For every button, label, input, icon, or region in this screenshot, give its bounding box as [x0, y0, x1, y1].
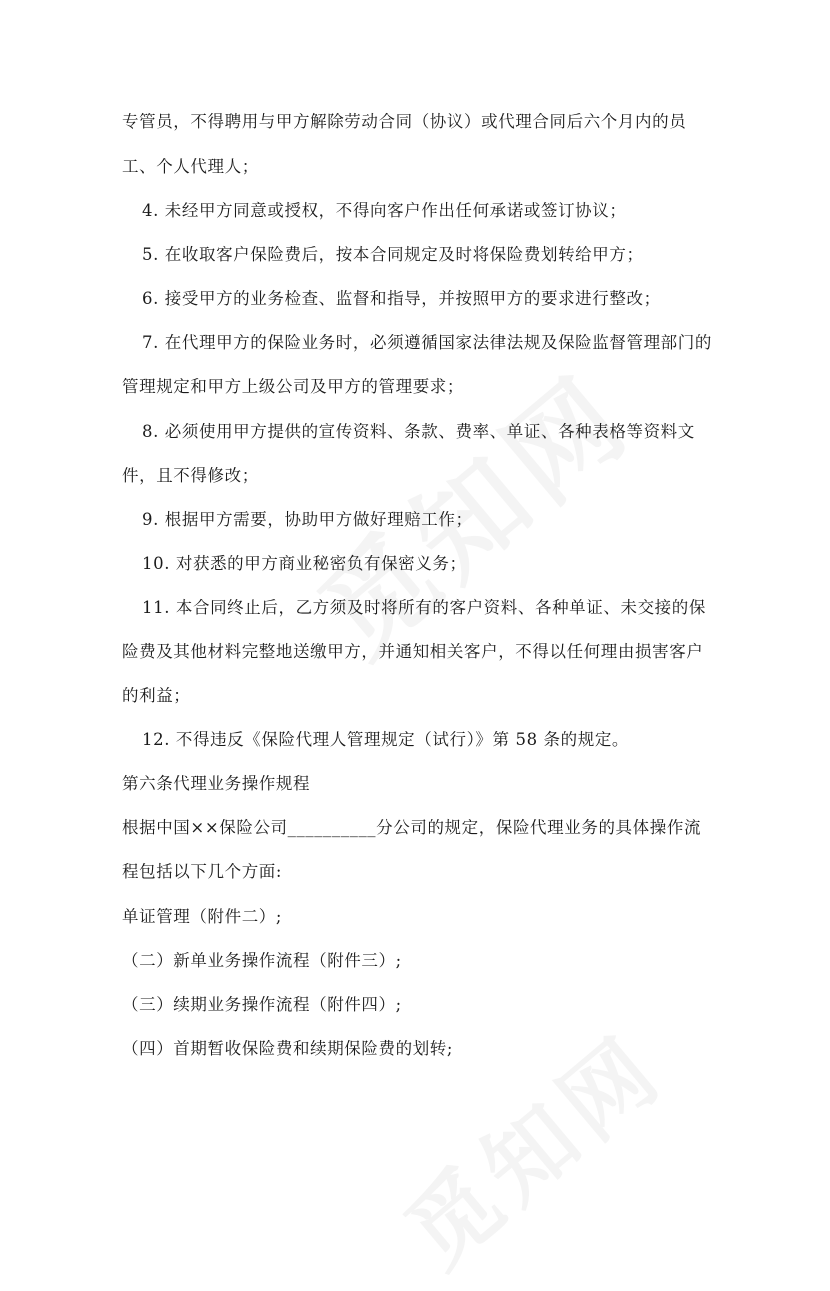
list-item-6: 6. 接受甲方的业务检查、监督和指导，并按照甲方的要求进行整改；	[142, 289, 661, 308]
sub-item: （三）续期业务操作流程（附件四）;	[122, 995, 402, 1014]
list-item-11: 11. 本合同终止后，乙方须及时将所有的客户资料、各种单证、未交接的保	[142, 598, 706, 617]
list-item-9: 9. 根据甲方需要，协助甲方做好理赔工作；	[142, 510, 473, 529]
list-item-4: 4. 未经甲方同意或授权，不得向客户作出任何承诺或签订协议；	[142, 201, 627, 220]
paragraph-line: 专管员，不得聘用与甲方解除劳动合同（协议）或代理合同后六个月内的员	[122, 112, 687, 131]
list-item-5: 5. 在收取客户保险费后，按本合同规定及时将保险费划转给甲方；	[142, 245, 644, 264]
paragraph-line: 险费及其他材料完整地送缴甲方，并通知相关客户，不得以任何理由损害客户	[122, 642, 704, 661]
sub-item: （二）新单业务操作流程（附件三）;	[122, 951, 402, 970]
paragraph-line: 件，且不得修改；	[122, 466, 259, 485]
section-heading: 第六条代理业务操作规程	[122, 774, 311, 793]
paragraph-line: 工、个人代理人；	[122, 157, 259, 176]
paragraph-line: 根据中国××保险公司__________分公司的规定，保险代理业务的具体操作流	[122, 818, 702, 837]
paragraph-line: 管理规定和甲方上级公司及甲方的管理要求；	[122, 377, 464, 396]
list-item-10: 10. 对获悉的甲方商业秘密负有保密义务；	[142, 554, 467, 573]
sub-item: 单证管理（附件二）;	[122, 907, 283, 926]
list-item-7: 7. 在代理甲方的保险业务时，必须遵循国家法律法规及保险监督管理部门的	[142, 333, 712, 352]
paragraph-line: 的利益；	[122, 686, 191, 705]
paragraph-line: 程包括以下几个方面:	[122, 862, 283, 881]
list-item-8: 8. 必须使用甲方提供的宣传资料、条款、费率、单证、各种表格等资料文	[142, 422, 695, 441]
list-item-12: 12. 不得违反《保险代理人管理规定（试行）》第 58 条的规定。	[142, 730, 630, 749]
sub-item: （四）首期暂收保险费和续期保险费的划转;	[122, 1039, 454, 1058]
